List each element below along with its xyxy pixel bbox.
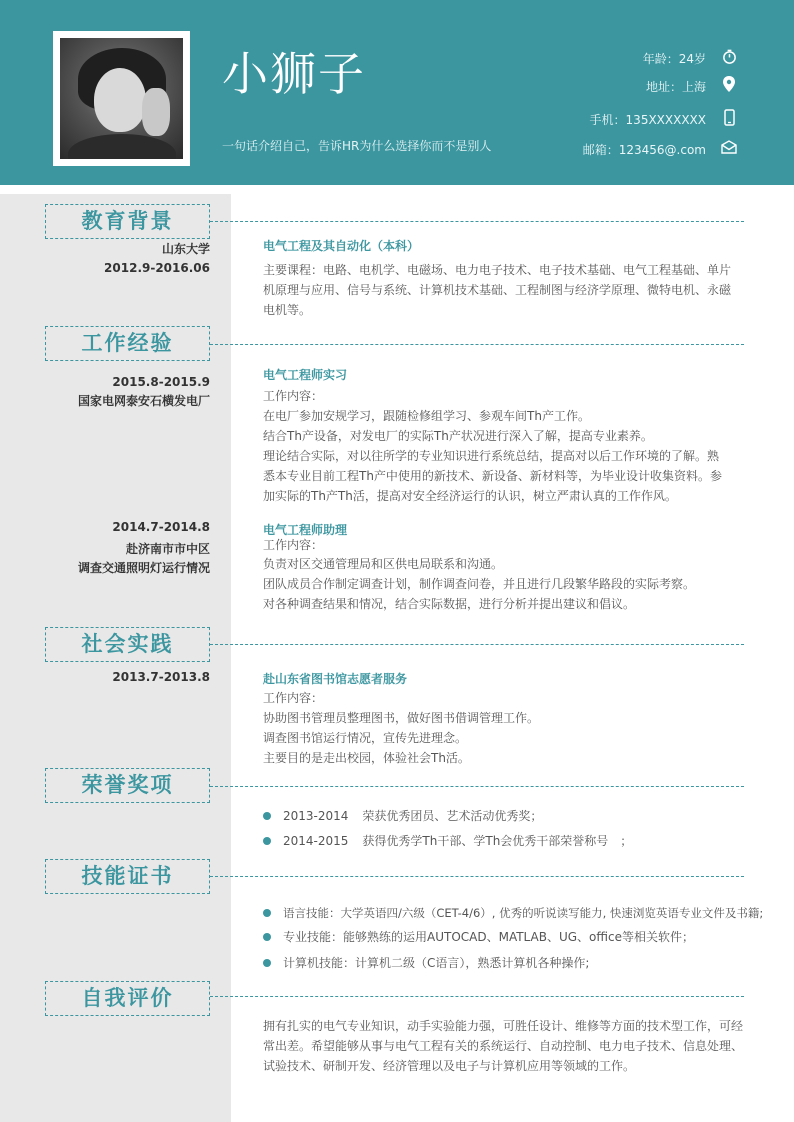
stopwatch-icon <box>720 49 738 68</box>
section-title-practice: 社会实践 <box>45 627 210 662</box>
skill-item: 计算机技能：计算机二级（C语言），熟悉计算机各种操作; <box>263 954 589 971</box>
bullet-dot <box>263 837 271 845</box>
location-pin-icon <box>720 76 738 96</box>
section-title-self: 自我评价 <box>45 981 210 1016</box>
tagline: 一句话介绍自己，告诉HR为什么选择你而不是别人 <box>222 139 492 153</box>
profile-photo-frame <box>53 31 190 166</box>
job-2-period: 2014.7-2014.8 <box>112 520 210 534</box>
section-divider <box>210 876 744 877</box>
profile-photo <box>60 38 183 159</box>
info-address-text: 地址：上海 <box>645 79 706 94</box>
info-age <box>643 47 738 69</box>
education-period: 2012.9-2016.06 <box>104 261 210 275</box>
job-2-org: 赴济南市市中区 <box>125 542 210 556</box>
candidate-name: 小狮子 <box>222 47 366 101</box>
honor-item: 2014-2015 获得优秀学Th干部、学Th会优秀干部荣誉称号 ； <box>263 832 632 849</box>
job-2-role: 电气工程师助理 <box>263 523 348 537</box>
info-email <box>583 138 738 160</box>
info-email-text: 邮箱：123456@.com <box>582 142 706 157</box>
self-evaluation-text: 拥有扎实的电气专业知识，动手实验能力强，可胜任设计、维修等方面的技术型工作，可经 常出差。希望能够从事与电气工程有关的系统运行、自动控制、电力电子技术、信息处理、 试验技术、研制开发、经济管理以及电子与计算机应用等领域的工作。 <box>263 1019 744 1073</box>
info-phone <box>590 108 738 130</box>
skill-item: 专业技能：能够熟练的运用AUTOCAD、MATLAB、UG、office等相关软件； <box>263 928 694 945</box>
mail-icon <box>720 140 738 158</box>
skill-item: 语言技能：大学英语四/六级（CET-4/6）, 优秀的听说读写能力, 快速浏览英语专业文件及书籍; <box>263 905 763 921</box>
info-phone-text: 手机：135XXXXXXX <box>589 112 706 127</box>
job-1-details: 工作内容： 在电厂参加安规学习，跟随检修组学习、参观车间Th产工作。 结合Th产设备，对发电厂的实际Th产状况进行深入了解，提高专业素养。 理论结合实际，对以往所学的专业知识进行系统总结，提高对以后工作环境的了解。熟 悉本专业目前工程Th产中使用的新技术、新设备、新材料等，为毕业设计收集资料。参 加实际的Th产Th活，提高对安全经济运行的认识，树立严肃认真的工作作风。 <box>263 389 722 503</box>
honor-item: 2013-2014 荣获优秀团员、艺术活动优秀奖； <box>263 807 542 824</box>
job-1-role: 电气工程师实习 <box>263 368 348 382</box>
section-title-education: 教育背景 <box>45 204 210 239</box>
practice-role: 赴山东省图书馆志愿者服务 <box>263 672 408 686</box>
info-age-text: 年龄：24岁 <box>642 51 706 66</box>
section-divider <box>210 996 744 997</box>
section-title-skills: 技能证书 <box>45 859 210 894</box>
header-banner <box>0 0 794 185</box>
bullet-dot <box>263 812 271 820</box>
education-courses: 主要课程：电路、电机学、电磁场、电力电子技术、电子技术基础、电气工程基础、单片 机原理与应用、信号与系统、计算机技术基础、工程制图与经济学原理、微特电机、永磁 电机等。 <box>263 263 732 317</box>
section-title-honors: 荣誉奖项 <box>45 768 210 803</box>
section-divider <box>210 786 744 787</box>
bullet-dot <box>263 909 271 917</box>
practice-details: 工作内容： 协助图书管理员整理图书，做好图书借调管理工作。 调查图书馆运行情况，宣传先进理念。 主要目的是走出校园，体验社会Th活。 <box>263 691 540 765</box>
job-2-org-2: 调查交通照明灯运行情况 <box>77 561 210 575</box>
job-2-details: 工作内容： 负责对区交通管理局和区供电局联系和沟通。 团队成员合作制定调查计划，制作调查问卷，并且进行几段繁华路段的实际考察。 对各种调查结果和情况，结合实际数据，进行分析并提出建议和倡议。 <box>263 538 696 611</box>
bullet-dot <box>263 959 271 967</box>
section-title-work: 工作经验 <box>45 326 210 361</box>
education-school: 山东大学 <box>161 242 210 256</box>
job-1-period: 2015.8-2015.9 <box>112 375 210 389</box>
phone-icon <box>720 109 738 130</box>
job-1-org: 国家电网泰安石横发电厂 <box>77 394 210 408</box>
section-divider <box>210 344 744 345</box>
section-divider <box>210 221 744 222</box>
section-divider <box>210 644 744 645</box>
bullet-dot <box>263 933 271 941</box>
education-major: 电气工程及其自动化（本科） <box>263 239 420 253</box>
practice-period: 2013.7-2013.8 <box>112 670 210 684</box>
info-address <box>646 75 738 97</box>
